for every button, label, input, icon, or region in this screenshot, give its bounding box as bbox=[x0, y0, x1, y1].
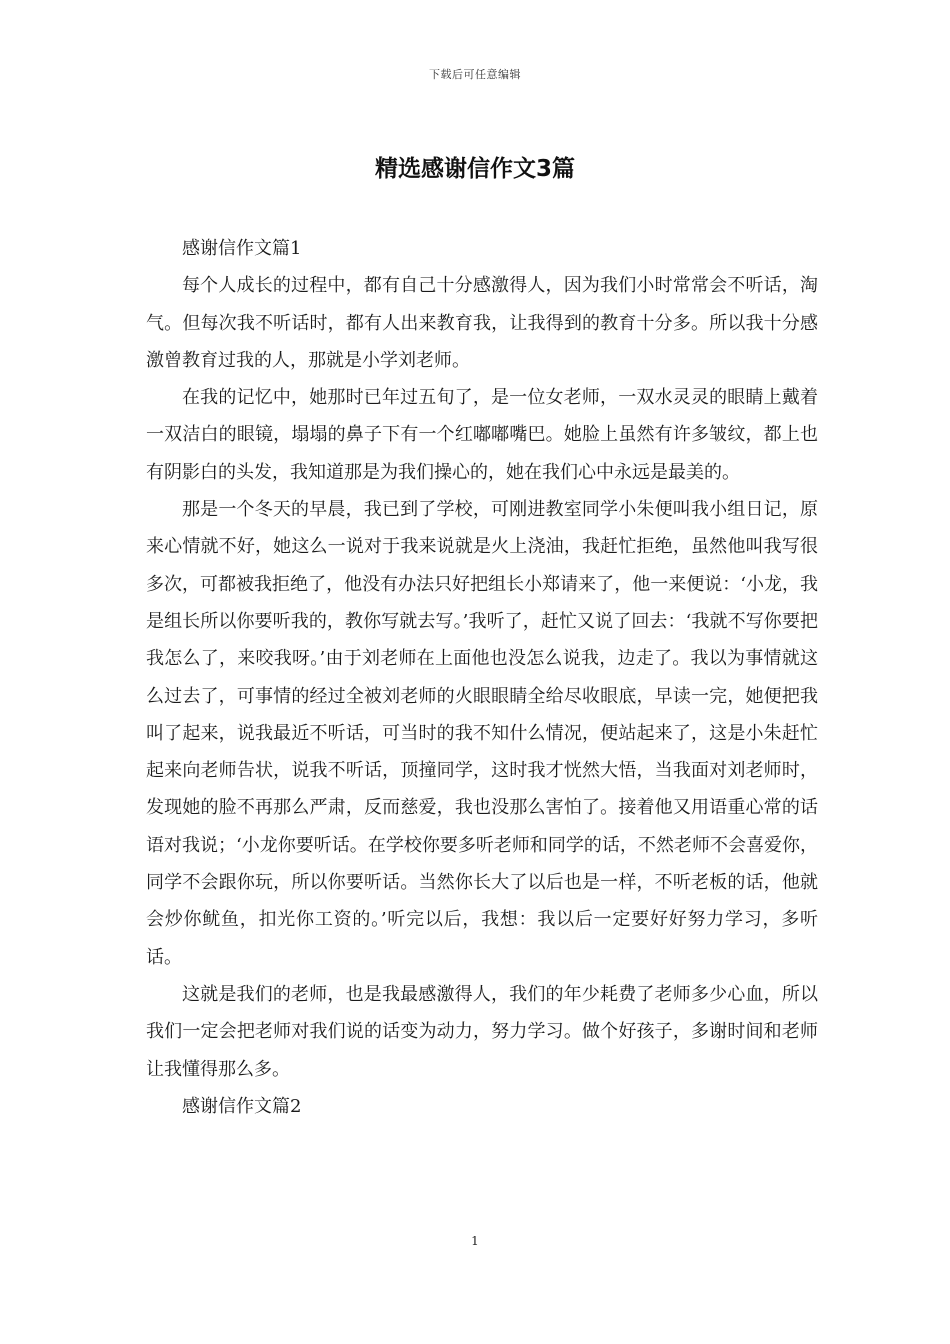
document-body bbox=[146, 230, 818, 1125]
document-title: 精选感谢信作文3篇 bbox=[374, 156, 575, 182]
paragraph: 在我的记忆中，她那时已年过五旬了，是一位女老师，一双水灵灵的眼睛上戴着一双洁白的眼镜，塌塌的鼻子下有一个红嘟嘟嘴巴。她脸上虽然有许多皱纹，都上也有阴影白的头发，我知道那是为我们操心的，她在我们心中永远是最美的。 bbox=[146, 387, 818, 483]
section-heading-2: 感谢信作文篇2 bbox=[182, 1095, 302, 1117]
header-note: 下载后可任意编辑 bbox=[429, 68, 521, 81]
section-heading-1: 感谢信作文篇1 bbox=[182, 238, 302, 259]
paragraph: 那是一个冬天的早晨，我已到了学校，可刚进教室同学小朱便叫我小组日记，原来心情就不好，她这么一说对于我来说就是火上浇油，我赶忙拒绝，虽然他叫我写很多次，可都被我拒绝了，他没有办法只好把组长小郑请来了，他一来便说：‘小龙，我是组长所以你要听我的，教你写就去写。’我听了，赶忙又说了回去：‘我就不写你要把我怎么了，来咬我呀。’由于刘老师在上面他也没怎么说我，边走了。我以为事情就这么过去了，可事情的经过全被刘老师的火眼眼睛全给尽收眼底，早读一完，她便把我叫了起来，说我最近不听话，可当时的我不知什么情况，便站起来了，这是小朱赶忙起来向老师告状，说我不听话，顶撞同学，这时我才恍然大悟，当我面对刘老师时，发现她的脸不再那么严肃，反而慈爱，我也没那么害怕了。接着他又用语重心常的话语对我说；‘小龙你要听话。在学校你要多听老师和同学的话，不然老师不会喜爱你，同学不会跟你玩，所以你要听话。当然你长大了以后也是一样，不听老板的话，他就会炒你鱿鱼，扣光你工资的。’听完以后，我想：我以后一定要好好努力学习，多听话。 bbox=[146, 499, 818, 968]
paragraph: 这就是我们的老师，也是我最感激得人，我们的年少耗费了老师多少心血，所以我们一定会把老师对我们说的话变为动力，努力学习。做个好孩子，多谢时间和老师让我懂得那么多。 bbox=[146, 983, 818, 1080]
paragraph: 每个人成长的过程中，都有自己十分感激得人，因为我们小时常常会不听话，淘气。但每次我不听话时，都有人出来教育我，让我得到的教育十分多。所以我十分感激曾教育过我的人，那就是小学刘老师。 bbox=[146, 275, 818, 371]
page-number: 1 bbox=[471, 1234, 479, 1248]
